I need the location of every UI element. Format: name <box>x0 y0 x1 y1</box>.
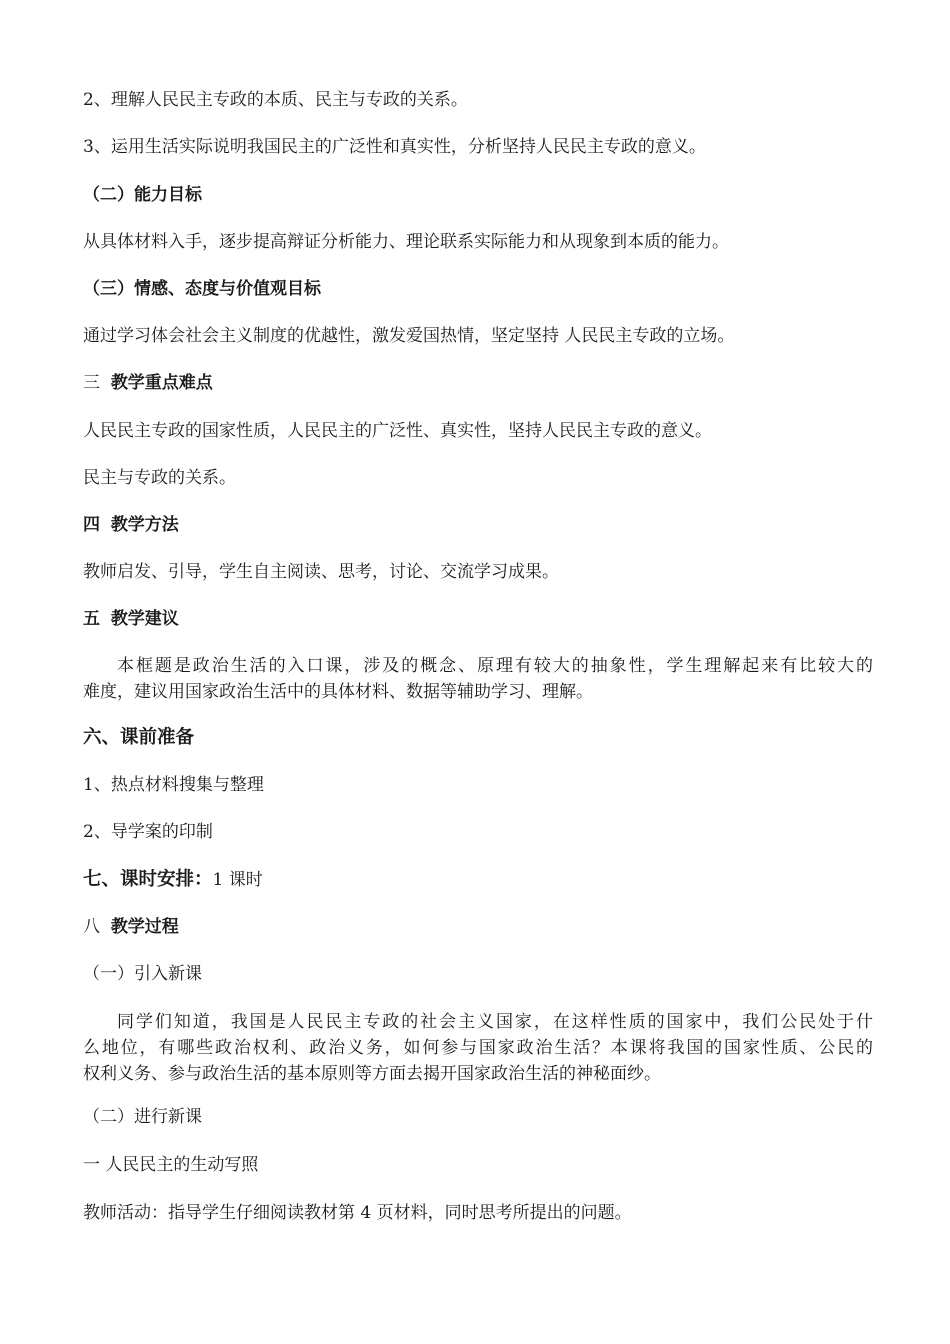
ability-goal-text: 从具体材料入手，逐步提高辩证分析能力、理论联系实际能力和从现象到本质的能力。 <box>83 232 729 252</box>
heading-new-lesson: （二）进行新课 <box>83 1107 202 1127</box>
paragraph-line: 同学们知道，我国是人民民主专政的社会主义国家，在这样性质的国家中，我们公民处于什 <box>117 1012 873 1032</box>
objective-item-2: 2、理解人民民主专政的本质、民主与专政的关系。 <box>83 90 468 110</box>
heading-text: 教学重点难点 <box>110 373 213 393</box>
heading-number: 八 <box>83 917 100 937</box>
heading-intro: （一）引入新课 <box>83 964 202 984</box>
heading-key-points <box>83 372 873 394</box>
teacher-activity: 教师活动：指导学生仔细阅读教材第 4 页材料，同时思考所提出的问题。 <box>83 1203 632 1223</box>
heading-schedule <box>83 869 873 891</box>
prep-item-2: 2、导学案的印制 <box>83 822 213 842</box>
heading-text: 教学方法 <box>110 515 179 535</box>
schedule-value: 1 课时 <box>212 870 263 890</box>
objective-item-3: 3、运用生活实际说明我国民主的广泛性和真实性，分析坚持人民民主专政的意义。 <box>83 137 706 157</box>
section-heading-1: 一 人民民主的生动写照 <box>83 1155 259 1175</box>
heading-preparation: 六、课前准备 <box>83 727 195 748</box>
heading-number: 四 <box>83 515 100 535</box>
key-point-2: 民主与专政的关系。 <box>83 468 236 488</box>
emotion-goal-text: 通过学习体会社会主义制度的优越性，激发爱国热情，坚定坚持 人民民主专政的立场。 <box>83 326 735 346</box>
paragraph-line: 难度，建议用国家政治生活中的具体材料、数据等辅助学习、理解。 <box>83 682 593 702</box>
heading-number: 三 <box>83 373 100 393</box>
paragraph-line: 权利义务、参与政治生活的基本原则等方面去揭开国家政治生活的神秘面纱。 <box>83 1064 661 1084</box>
heading-number: 五 <box>83 609 100 629</box>
intro-paragraph <box>83 1009 873 1087</box>
heading-text: 七、课时安排： <box>83 869 213 890</box>
key-point-1: 人民民主专政的国家性质，人民民主的广泛性、真实性，坚持人民民主专政的意义。 <box>83 421 712 441</box>
prep-item-1: 1、热点材料搜集与整理 <box>83 775 264 795</box>
heading-text: 教学建议 <box>110 609 179 629</box>
heading-emotion-goal: （三）情感、态度与价值观目标 <box>83 279 321 299</box>
paragraph-line: 本框题是政治生活的入口课，涉及的概念、原理有较大的抽象性，学生理解起来有比较大的 <box>117 656 873 676</box>
heading-text: 教学过程 <box>110 917 179 937</box>
heading-teaching-method <box>83 514 873 536</box>
heading-ability-goal: （二）能力目标 <box>83 185 202 205</box>
suggestion-paragraph <box>83 653 873 705</box>
teaching-method-text: 教师启发、引导，学生自主阅读、思考，讨论、交流学习成果。 <box>83 562 559 582</box>
heading-teaching-suggestion <box>83 608 873 630</box>
paragraph-line: 么地位，有哪些政治权利、政治义务，如何参与国家政治生活？本课将我国的国家性质、公民的 <box>83 1038 873 1058</box>
heading-teaching-process <box>83 916 873 938</box>
